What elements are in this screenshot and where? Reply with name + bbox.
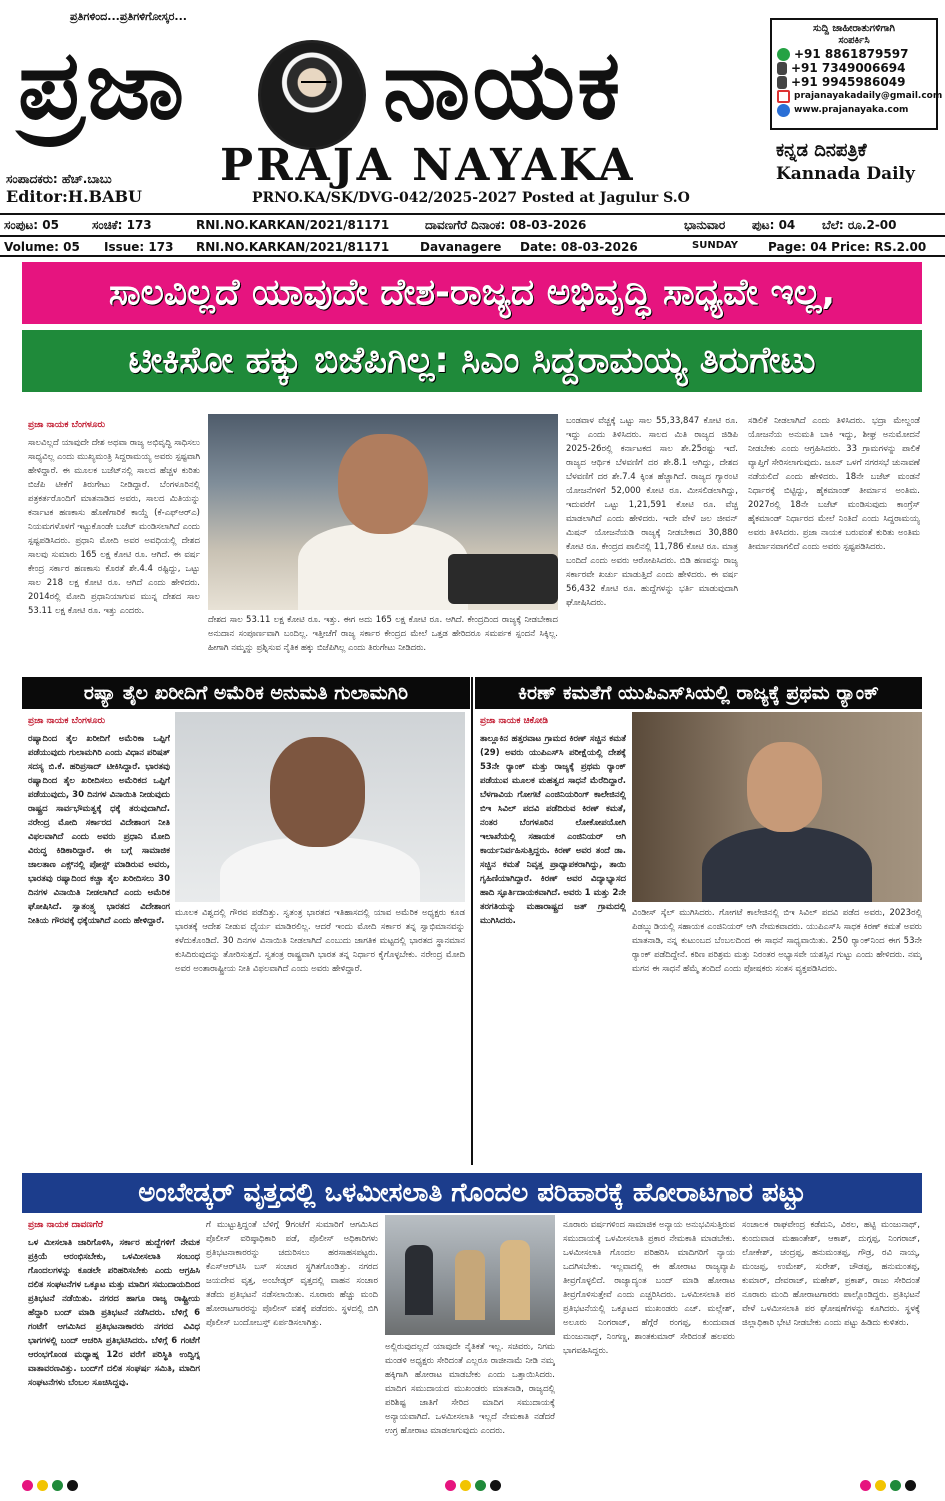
story2-bottom-column: ಮೂಲಕ ವಿಶ್ವದಲ್ಲಿ ಗೌರವ ಪಡೆದಿತ್ತು. ಸ್ವತಂತ್ರ ಭಾರತದ ಇತಿಹಾಸದಲ್ಲಿ ಯಾವ ಅಮೆರಿಕ ಅಧ್ಯಕ್ಷರು ಕೂಡ ಭಾರತಕ್ಕೆ ಆದೇಶ ನೀಡುವ ಧೈರ್ಯ ಮಾಡಿರಲಿಲ್ಲ. ಆದರೆ ಇಂದು ಮೋದಿ ಸರ್ಕಾರ ತನ್ನ ಸ್ವಾಭಿಮಾನವನ್ನು ಕಳೆದುಕೊಂಡಿದೆ. 30 ದಿನಗಳ ವಿನಾಯಿತಿ ನೀಡಲಾಗಿದೆ ಎಂಬುದು ಜಾಗತಿಕ ಮಟ್ಟದಲ್ಲಿ ಭಾರತದ ಸ್ಥಾನಮಾನ ಕುಸಿದಿರುವುದನ್ನು ತೋರಿಸುತ್ತದೆ. ಸ್ವತಂತ್ರ ರಾಷ್ಟ್ರವಾಗಿ ಭಾರತ ತನ್ನ ನಿರ್ಧಾರ ಕೈಗೊಳ್ಳಬೇಕು. ನರೇಂದ್ರ ಮೋದಿ ಅವರ ಅಂತಾರಾಷ್ಟ್ರೀಯ ನೀತಿ ವಿಫಲವಾಗಿದೆ ಎಂದು ಅವರು ಹೇಳಿದ್ದಾರೆ. xyxy=(175,908,465,974)
story4-under-photo: ಅಲ್ಲಿರುವುದಲ್ಲದೆ ಯಾವುದೇ ನೈತಿಕತೆ ಇಲ್ಲ. ಸಚಿವರು, ನಿಗಮ ಮಂಡಳಿ ಅಧ್ಯಕ್ಷರು ಸೇರಿದಂತೆ ಎಲ್ಲರೂ ರಾಜೀನಾಮೆ ನೀಡಿ ನಮ್ಮ ಹಕ್ಕಿಗಾಗಿ ಹೋರಾಟ ಮಾಡಬೇಕು ಎಂದು ಒತ್ತಾಯಿಸಿದರು. ಮಾದಿಗ ಸಮುದಾಯದ ಮುಖಂಡರು ಮಾತನಾಡಿ, ರಾಜ್ಯದಲ್ಲಿ ಪರಿಶಿಷ್ಟ ಜಾತಿಗೆ ಸೇರಿದ ಮಾದಿಗ ಸಮುದಾಯಕ್ಕೆ ಅನ್ಯಾಯವಾಗಿದೆ. ಒಳಮೀಸಲಾತಿ ಇಲ್ಲದೆ ನೇಮಕಾತಿ ನಡೆದರೆ ಉಗ್ರ ಹೋರಾಟ ಮಾಡಲಾಗುವುದು ಎಂದರು. xyxy=(385,1342,555,1436)
contact-email[interactable]: prajanayakadaily@gmail.com xyxy=(777,89,931,103)
footer-color-dots-left xyxy=(22,1480,78,1491)
daily-label-kannada: ಕನ್ನಡ ದಿನಪತ್ರಿಕೆ xyxy=(776,140,867,161)
title-kannada-right: ನಾಯಕ xyxy=(383,28,623,141)
globe-icon xyxy=(777,104,790,117)
issue-info-english: Volume: 05 Issue: 173 RNI.NO.KARKAN/2021/81171 Davanagere Date: 08-03-2026 SUNDAY Page: 04 Price: RS.2.00 xyxy=(0,235,945,257)
story1-under-photo: ದೇಶದ ಸಾಲ 53.11 ಲಕ್ಷ ಕೋಟಿ ರೂ. ಇತ್ತು. ಈಗ ಅದು 165 ಲಕ್ಷ ಕೋಟಿ ರೂ. ಆಗಿದೆ. ಕೇಂದ್ರದಿಂದ ರಾಜ್ಯಕ್ಕೆ ನೀಡಬೇಕಾದ ಅನುದಾನ ಸಂಪೂರ್ಣವಾಗಿ ಬಂದಿಲ್ಲ. ಇತ್ತೀಚೆಗೆ ರಾಜ್ಯ ಸರ್ಕಾರ ಕೇಂದ್ರದ ಮೇಲೆ ಒತ್ತಡ ಹೇರಿದರೂ ಸಮರ್ಪಕ ಸ್ಪಂದನೆ ಸಿಕ್ಕಿಲ್ಲ. ಹೀಗಾಗಿ ನಮ್ಮನ್ನು ಪ್ರಶ್ನಿಸುವ ನೈತಿಕ ಹಕ್ಕು ಬಿಜೆಪಿಗಿಲ್ಲ ಎಂದು ತಿರುಗೇಟು ನೀಡಿದರು. xyxy=(208,615,558,653)
story1-byline: ಪ್ರಜಾ ನಾಯಕ ಬೆಂಗಳೂರು xyxy=(28,420,106,430)
story1-left-column xyxy=(28,418,200,670)
title-kannada-left: ಪ್ರಜಾ xyxy=(18,28,187,141)
footer-color-dots-center xyxy=(445,1480,501,1491)
tagline: ಪ್ರತಿಗಳಿಂದ...ಪ್ರತಿಗಳಿಗೋಸ್ಕರ... xyxy=(70,10,187,23)
story3-right-column: ವಿಂಡೀಸ್ ಸ್ಕೆಲ್ ಮುಗಿಸಿದರು. ಗೋಗಟೆ ಕಾಲೇಜಿನಲ್ಲಿ ಬಿಇ ಸಿವಿಲ್ ಪದವಿ ಪಡೆದ ಅವರು, 2023ರಲ್ಲಿ ಪಿಡಬ್ಲ್ಯುಡಿಯಲ್ಲಿ ಸಹಾಯಕ ಎಂಜಿನಿಯರ್ ಆಗಿ ನೇಮಕವಾದರು. ಯುಪಿಎಸ್‌ಸಿ ಸಾಧಕ ಕಿರಣ್ ಕಮತೆ ಅವರು ಮಾತನಾಡಿ, ನನ್ನ ಕುಟುಂಬದ ಬೆಂಬಲದಿಂದ ಈ ಸಾಧನೆ ಸಾಧ್ಯವಾಯಿತು. 250 ರ‍್ಯಾಂಕ್‌ನಿಂದ ಈಗ 53ನೇ ರ‍್ಯಾಂಕ್ ಪಡೆದಿದ್ದೇನೆ. ಕಠಿಣ ಪರಿಶ್ರಮ ಮತ್ತು ನಿರಂತರ ಅಭ್ಯಾಸವೇ ಯಶಸ್ಸಿನ ಗುಟ್ಟು ಎಂದು ಹೇಳಿದರು. ನಮ್ಮ ಮಗನ ಈ ಸಾಧನೆ ಹೆಮ್ಮೆ ತಂದಿದೆ ಎಂದು ಪೋಷಕರು ಸಂತಸ ವ್ಯಕ್ತಪಡಿಸಿದರು. xyxy=(632,908,922,974)
contact-phone-2[interactable]: +91 7349006694 xyxy=(777,61,931,75)
headline-line-1: ಸಾಲವಿಲ್ಲದೆ ಯಾವುದೇ ದೇಶ-ರಾಜ್ಯದ ಅಭಿವೃದ್ಧಿ ಸಾಧ್ಯವೇ ಇಲ್ಲ, xyxy=(22,262,922,324)
postal-registration: PRNO.KA/SK/DVG-042/2025-2027 Posted at Jagulur S.O xyxy=(252,190,690,206)
story2-text: ರಷ್ಯಾದಿಂದ ತೈಲ ಖರೀದಿಗೆ ಅಮೆರಿಕಾ ಒಪ್ಪಿಗೆ ಪಡೆಯುವುದು ಗುಲಾಮಗಿರಿ ಎಂದು ವಿಧಾನ ಪರಿಷತ್ ಸದಸ್ಯ ಬಿ.ಕೆ. ಹರಿಪ್ರಸಾದ್ ಟೀಕಿಸಿದ್ದಾರೆ. ಭಾರತವು ರಷ್ಯಾದಿಂದ ತೈಲ ಖರೀದಿಸಲು ಅಮೆರಿಕದ ಒಪ್ಪಿಗೆ ಪಡೆಯುವುದು, 30 ದಿನಗಳ ವಿನಾಯಿತಿ ನೀಡುವುದು ರಾಷ್ಟ್ರದ ಸಾರ್ವಭೌಮತ್ವಕ್ಕೆ ಧಕ್ಕೆ ತರುವುದಾಗಿದೆ. ನರೇಂದ್ರ ಮೋದಿ ಸರ್ಕಾರದ ವಿದೇಶಾಂಗ ನೀತಿ ವಿಫಲವಾಗಿದೆ ಎಂದು ಅವರು ಪ್ರಧಾನಿ ಮೋದಿ ವಿರುದ್ಧ ಕಿಡಿಕಾರಿದ್ದಾರೆ. ಈ ಬಗ್ಗೆ ಸಾಮಾಜಿಕ ಜಾಲತಾಣ ಎಕ್ಸ್‌ನಲ್ಲಿ ಪೋಸ್ಟ್ ಮಾಡಿರುವ ಅವರು, ಭಾರತವು ರಷ್ಯಾದಿಂದ ಕಚ್ಚಾ ತೈಲ ಖರೀದಿಸಲು 30 ದಿನಗಳ ವಿನಾಯಿತಿ ನೀಡಲಾಗಿದೆ ಎಂದು ಅಮೆರಿಕ ಘೋಷಿಸಿದೆ. ಸ್ವಾತಂತ್ರ್ಯ ಭಾರತದ ವಿದೇಶಾಂಗ ನೀತಿಯ ಗೌರವಕ್ಕೆ ಧಕ್ಕೆಯಾಗಿದೆ ಎಂದು ಹೇಳಿದ್ದಾರೆ. xyxy=(28,734,170,926)
contact-website[interactable]: www.prajanayaka.com xyxy=(777,103,931,117)
footer-color-dots-right xyxy=(860,1480,916,1491)
whatsapp-icon xyxy=(777,48,790,61)
story3-title: ಕಿರಣ್ ಕಮತೆಗೆ ಯುಪಿಎಸ್‌ಸಿಯಲ್ಲಿ ರಾಜ್ಯಕ್ಕೆ ಪ್ರಥಮ ರ‍್ಯಾಂಕ್ xyxy=(475,677,922,709)
daily-label-english: Kannada Daily xyxy=(776,164,915,184)
masthead xyxy=(0,0,945,206)
headline-line-2: ಟೀಕಿಸೋ ಹಕ್ಕು ಬಿಜೆಪಿಗಿಲ್ಲ: ಸಿಎಂ ಸಿದ್ದರಾಮಯ್ಯ ತಿರುಗೇಟು xyxy=(22,330,922,392)
title-english: PRAJA NAYAKA xyxy=(220,140,636,191)
story4-column-2: ಗೆ ಮುಟ್ಟುತ್ತಿದ್ದಂತೆ ಬೆಳಿಗ್ಗೆ 9ಗಂಟೆಗೆ ಸುಮಾರಿಗೆ ಆಗಮಿಸಿದ ಪೊಲೀಸ್ ವರಿಷ್ಠಾಧಿಕಾರಿ ಪಡೆ, ಪೊಲೀಸ್ ಅಧಿಕಾರಿಗಳು ಪ್ರತಿಭಟನಾಕಾರರನ್ನು ಚದುರಿಸಲು ಹರಸಾಹಸಪಟ್ಟರು. ಕೆಎಸ್‌ಆರ್‌ಟಿಸಿ ಬಸ್ ಸಂಚಾರ ಸ್ಥಗಿತಗೊಂಡಿತ್ತು. ನಗರದ ಜಯದೇವ ವೃತ್ತ, ಅಂಬೇಡ್ಕರ್ ವೃತ್ತದಲ್ಲಿ ವಾಹನ ಸಂಚಾರ ತಡೆದು ಪ್ರತಿಭಟನೆ ನಡೆಸಲಾಯಿತು. ನೂರಾರು ಹೆಚ್ಚು ಮಂದಿ ಹೋರಾಟಗಾರರನ್ನು ಪೊಲೀಸ್ ವಶಕ್ಕೆ ಪಡೆದರು. ಸ್ಥಳದಲ್ಲಿ ಬಿಗಿ ಪೊಲೀಸ್ ಬಂದೋಬಸ್ತ್ ಏರ್ಪಡಿಸಲಾಗಿತ್ತು. xyxy=(206,1220,378,1328)
story4-column-1 xyxy=(28,1218,200,1474)
contact-phone-3[interactable]: +91 9945986049 xyxy=(777,75,931,89)
story3-text: ತಾಲ್ಲೂಕಿನ ಹತ್ತರವಾಟ ಗ್ರಾಮದ ಕಿರಣ್ ಸಚ್ಚಿನ ಕಮತೆ (29) ಅವರು ಯುಪಿಎಸ್‌ಸಿ ಪರೀಕ್ಷೆಯಲ್ಲಿ ದೇಶಕ್ಕೆ 53ನೇ ರ‍್ಯಾಂಕ್ ಮತ್ತು ರಾಜ್ಯಕ್ಕೆ ಪ್ರಥಮ ರ‍್ಯಾಂಕ್ ಪಡೆಯುವ ಮೂಲಕ ಮಹತ್ವದ ಸಾಧನೆ ಮೆರೆದಿದ್ದಾರೆ. ಬೆಳಗಾವಿಯ ಗೋಗಟೆ ಎಂಜಿನಿಯರಿಂಗ್ ಕಾಲೇಜಿನಲ್ಲಿ ಬಿಇ ಸಿವಿಲ್ ಪದವಿ ಪಡೆದಿರುವ ಕಿರಣ್ ಕಮತೆ, ನಂತರ ಬೆಂಗಳೂರಿನ ಲೋಕೋಪಯೋಗಿ ಇಲಾಖೆಯಲ್ಲಿ ಸಹಾಯಕ ಎಂಜಿನಿಯರ್ ಆಗಿ ಕಾರ್ಯನಿರ್ವಹಿಸುತ್ತಿದ್ದರು. ಕಿರಣ್ ಅವರ ತಂದೆ ಡಾ. ಸಚ್ಚಿನ ಕಮತೆ ನಿವೃತ್ತ ಪ್ರಾಧ್ಯಾಪಕರಾಗಿದ್ದು, ತಾಯಿ ಗೃಹಿಣಿಯಾಗಿದ್ದಾರೆ. ಕಿರಣ್ ಅವರ ವಿದ್ಯಾಭ್ಯಾಸದ ಹಾದಿ ಸ್ಫೂರ್ತಿದಾಯಕವಾಗಿದೆ. ಅವರು 1 ಮತ್ತು 2ನೇ ತರಗತಿಯನ್ನು ಮಹಾರಾಷ್ಟ್ರದ ಜತ್ ಗ್ರಾಮದಲ್ಲಿ ಮುಗಿಸಿದರು. xyxy=(480,734,626,926)
story1-text: ಸಾಲವಿಲ್ಲದೆ ಯಾವುದೇ ದೇಶ ಅಥವಾ ರಾಜ್ಯ ಅಭಿವೃದ್ಧಿ ಸಾಧಿಸಲು ಸಾಧ್ಯವಿಲ್ಲ ಎಂದು ಮುಖ್ಯಮಂತ್ರಿ ಸಿದ್ದರಾಮಯ್ಯ ಅವರು ಸ್ಪಷ್ಟವಾಗಿ ಹೇಳಿದ್ದಾರೆ. ಈ ಮೂಲಕ ಬಜೆಟ್‌ನಲ್ಲಿ ಸಾಲದ ಹೆಚ್ಚಳ ಕುರಿತು ಬಿಜೆಪಿ ಟೀಕೆಗೆ ತಿರುಗೇಟು ನೀಡಿದ್ದಾರೆ. ಬೆಂಗಳೂರಿನಲ್ಲಿ ಪತ್ರಕರ್ತರೊಂದಿಗೆ ಮಾತನಾಡಿದ ಅವರು, ಸಾಲದ ಮಿತಿಯನ್ನು ಕರ್ನಾಟಕ ಹಣಕಾಸು ಹೊಣೆಗಾರಿಕೆ ಕಾಯ್ದೆ (ಕೆ-ಎಫ್‌ಆರ್‌ಎ) ನಿಯಮಗಳೊಳಗೆ ಇಟ್ಟುಕೊಂಡೇ ಬಜೆಟ್ ಮಂಡಿಸಲಾಗಿದೆ ಎಂದು ಸ್ಪಷ್ಟಪಡಿಸಿದರು. ಪ್ರಧಾನಿ ಮೋದಿ ಅವರ ಅವಧಿಯಲ್ಲಿ ದೇಶದ ಸಾಲವು ಸುಮಾರು 165 ಲಕ್ಷ ಕೋಟಿ ರೂ. ಆಗಿದೆ. ಈ ವರ್ಷ ಕೇಂದ್ರ ಸರ್ಕಾರ ಹಣಕಾಸು ಕೊರತೆ ಶೇ.4.4 ರಷ್ಟಿದ್ದು, ಒಟ್ಟು ಸಾಲ 218 ಲಕ್ಷ ಕೋಟಿ ರೂ. ಆಗಿದೆ ಎಂದು ಹೇಳಿದರು. 2014ರಲ್ಲಿ ಮೋದಿ ಪ್ರಧಾನಿಯಾಗುವ ಮುನ್ನ ದೇಶದ ಸಾಲ 53.11 ಲಕ್ಷ ಕೋಟಿ ರೂ. ಇತ್ತು ಎಂದರು. xyxy=(28,438,200,616)
editor-english: Editor:H.BABU xyxy=(6,187,142,206)
story1-column-3: ಬಂಡವಾಳ ವೆಚ್ಚಕ್ಕೆ ಒಟ್ಟು ಸಾಲ 55,33,847 ಕೋಟಿ ರೂ. ಇದ್ದು ಎಂದು ತಿಳಿಸಿದರು. ಸಾಲದ ಮಿತಿ ರಾಜ್ಯದ ಜಿಡಿಪಿ 2025-26ರಲ್ಲಿ ಕರ್ನಾಟಕದ ಸಾಲ ಶೇ.25ರಷ್ಟು ಇದೆ. ರಾಜ್ಯದ ಆರ್ಥಿಕ ಬೆಳವಣಿಗೆ ದರ ಶೇ.8.1 ಆಗಿದ್ದು, ದೇಶದ ಬೆಳವಣಿಗೆ ದರ ಶೇ.7.4 ಕ್ಕಿಂತ ಹೆಚ್ಚಾಗಿದೆ. ರಾಜ್ಯದ ಗ್ಯಾರಂಟಿ ಯೋಜನೆಗಳಿಗೆ 52,000 ಕೋಟಿ ರೂ. ಮೀಸಲಿಡಲಾಗಿದ್ದು, ಇದುವರೆಗೆ ಒಟ್ಟು 1,21,591 ಕೋಟಿ ರೂ. ವೆಚ್ಚ ಮಾಡಲಾಗಿದೆ ಎಂದು ಹೇಳಿದರು. ಇದೇ ವೇಳೆ ಜಲ ಜೀವನ್ ಮಿಷನ್ ಯೋಜನೆಯಡಿ ರಾಜ್ಯಕ್ಕೆ ನೀಡಬೇಕಾದ 30,880 ಕೋಟಿ ರೂ. ಕೇಂದ್ರದ ಪಾಲಿನಲ್ಲಿ 11,786 ಕೋಟಿ ರೂ. ಮಾತ್ರ ಬಂದಿದೆ ಎಂದು ಅವರು ಆರೋಪಿಸಿದರು. ಬಿಡಿ ಹಣವನ್ನು ರಾಜ್ಯ ಸರ್ಕಾರವೇ ಖರ್ಚು ಮಾಡುತ್ತಿದೆ ಎಂದು ಹೇಳಿದರು. ಈ ವರ್ಷ 56,432 ಕೋಟಿ ರೂ. ಹುದ್ದೆಗಳನ್ನು ಭರ್ತಿ ಮಾಡುವುದಾಗಿ ಘೋಷಿಸಿದರು. xyxy=(566,416,738,608)
story2-left-column xyxy=(28,714,170,1164)
gmail-icon xyxy=(777,90,790,103)
story1-column-4: ಸಡಿಲಿಕೆ ನೀಡಲಾಗಿದೆ ಎಂದು ತಿಳಿಸಿದರು. ಭದ್ರಾ ಮೇಲ್ದಂಡೆ ಯೋಜನೆಯ ಅನುಮತಿ ಬಾಕಿ ಇದ್ದು, ಶೀಘ್ರ ಅನುಮೋದನೆ ನೀಡಬೇಕು ಎಂದು ಆಗ್ರಹಿಸಿದರು. 33 ಗ್ರಾಮಗಳನ್ನು ಪಾಲಿಕೆ ವ್ಯಾಪ್ತಿಗೆ ಸೇರಿಸಲಾಗುವುದು. ಜೂನ್ ಒಳಗೆ ನಗರಸಭೆ ಚುನಾವಣೆ ನಡೆಯಲಿದೆ ಎಂದು ಹೇಳಿದರು. 18ನೇ ಬಜೆಟ್ ಮಂಡನೆ ನಿರ್ಧಾರಕ್ಕೆ ಬಿಟ್ಟಿದ್ದು, ಹೈಕಮಾಂಡ್ ತೀರ್ಮಾನ ಅಂತಿಮ. 2027ರಲ್ಲಿ 18ನೇ ಬಜೆಟ್ ಮಂಡಿಸುವುದು ಕಾಂಗ್ರೆಸ್ ಹೈಕಮಾಂಡ್ ನಿರ್ಧಾರದ ಮೇಲೆ ನಿಂತಿದೆ ಎಂದು ಸಿದ್ದರಾಮಯ್ಯ ಅವರು ತಿಳಿಸಿದರು. ಪ್ರಜಾ ನಾಯಕ ಬರುವಂತೆ ಕುರಿತು ಅಂತಿಮ ತೀರ್ಮಾನವಾಗಲಿದೆ ಎಂದು ಅವರು ಸ್ಪಷ್ಟಪಡಿಸಿದರು. xyxy=(748,416,920,552)
story4-text: ಒಳ ಮೀಸಲಾತಿ ಜಾರಿಗೊಳಿಸಿ, ಸರ್ಕಾರ ಹುದ್ದೆಗಳಿಗೆ ನೇಮಕ ಪ್ರಕ್ರಿಯೆ ಆರಂಭಿಸಬೇಕು, ಒಳಮೀಸಲಾತಿ ಸಂಬಂಧ ಗೊಂದಲಗಳನ್ನು ಕೂಡಲೇ ಪರಿಹರಿಸಬೇಕು ಎಂದು ಆಗ್ರಹಿಸಿ ದಲಿತ ಸಂಘಟನೆಗಳ ಒಕ್ಕೂಟ ಮತ್ತು ಮಾದಿಗ ಸಮುದಾಯದಿಂದ ಪ್ರತಿಭಟನೆ ನಡೆಯಿತು. ನಗರದ ಹಾಗೂ ರಾಜ್ಯ ರಾಷ್ಟ್ರೀಯ ಹೆದ್ದಾರಿ ಬಂದ್ ಮಾಡಿ ಪ್ರತಿಭಟನೆ ನಡೆಸಿದರು. ಬೆಳಿಗ್ಗೆ 6 ಗಂಟೆಗೆ ಆಗಮಿಸಿದ ಪ್ರತಿಭಟನಾಕಾರರು ನಗರದ ವಿವಿಧ ಭಾಗಗಳಲ್ಲಿ ಬಂದ್ ಆಚರಿಸಿ ಪ್ರತಿಭಟಿಸಿದರು. ಬೆಳಿಗ್ಗೆ 6 ಗಂಟೆಗೆ ಆರಂಭಗೊಂಡ ಮಧ್ಯಾಹ್ನ 12ರ ವರೆಗೆ ಪರಿಸ್ಥಿತಿ ಉದ್ವಿಗ್ನ ವಾತಾವರಣವಿತ್ತು. ಬಂದ್‌ಗೆ ದಲಿತ ಸಂಘರ್ಷ ಸಮಿತಿ, ಮಾದಿಗ ಸಂಘಟನೆಗಳು ಬೆಂಬಲ ಸೂಚಿಸಿದ್ದವು. xyxy=(28,1238,200,1388)
cm-siddaramaiah-photo xyxy=(208,414,558,610)
column-divider xyxy=(471,677,473,1165)
story2-byline: ಪ್ರಜಾ ನಾಯಕ ಬೆಂಗಳೂರು xyxy=(28,716,106,726)
hariprasad-photo xyxy=(175,712,465,902)
story4-column-4: ನೂರಾರು ವರ್ಷಗಳಿಂದ ಸಾಮಾಜಿಕ ಅನ್ಯಾಯ ಅನುಭವಿಸುತ್ತಿರುವ ಸಮುದಾಯಕ್ಕೆ ಒಳಮೀಸಲಾತಿ ಪ್ರಕಾರ ನೇಮಕಾತಿ ಮಾಡಬೇಕು. ಒಳಮೀಸಲಾತಿ ಗೊಂದಲ ಪರಿಹರಿಸಿ ಮಾದಿಗರಿಗೆ ನ್ಯಾಯ ಒದಗಿಸಬೇಕು. ಇಲ್ಲವಾದಲ್ಲಿ ಈ ಹೋರಾಟ ರಾಜ್ಯವ್ಯಾಪಿ ತೀವ್ರಗೊಳ್ಳಲಿದೆ. ರಾಜ್ಯಾದ್ಯಂತ ಬಂದ್ ಮಾಡಿ ಹೋರಾಟ ತೀವ್ರಗೊಳಿಸುತ್ತೇವೆ ಎಂದು ಎಚ್ಚರಿಸಿದರು. ಒಳಮೀಸಲಾತಿ ಪರ ಪ್ರತಿಭಟನೆಯಲ್ಲಿ ಒಕ್ಕೂಟದ ಮುಖಂಡರು ಎಚ್. ಮಲ್ಲೇಶ್, ಅಲೂರು ನಿಂಗರಾಜ್, ಹೆಗ್ಗೆರೆ ರಂಗಪ್ಪ, ಕುಂದುವಾಡ ಮಂಜುನಾಥ್, ನಿಂಗಣ್ಣ, ಶಾಂತಕುಮಾರ್ ಸೇರಿದಂತೆ ಹಲವರು ಭಾಗವಹಿಸಿದ್ದರು. xyxy=(563,1220,735,1356)
story4-column-5: ಸಂಚಾಲಕ ರಾಘವೇಂದ್ರ ಕಡೆಮನಿ, ವಿಠಲ, ಹಟ್ಟಿ ಮಂಜುನಾಥ್, ಕುಂದುವಾಡ ಮಹಾಂತೇಶ್, ಆಕಾಶ್, ದುಗ್ಗಪ್ಪ, ನಿಂಗರಾಜ್, ಲೋಕೇಶ್, ಚಂದ್ರಪ್ಪ, ಹನುಮಂತಪ್ಪ, ಗೌಡ್ರ, ರವಿ ನಾಯ್ಕ, ಮಂಜಪ್ಪ, ಉಮೇಶ್, ಸುರೇಶ್, ಚೌಡಪ್ಪ, ಹನುಮಂತಪ್ಪ, ಕುಮಾರ್, ದೇವರಾಜ್, ಮಹೇಶ್, ಪ್ರಕಾಶ್, ರಾಜು ಸೇರಿದಂತೆ ನೂರಾರು ಮಂದಿ ಹೋರಾಟಗಾರರು ಪಾಲ್ಗೊಂಡಿದ್ದರು. ಪ್ರತಿಭಟನೆ ವೇಳೆ ಒಳಮೀಸಲಾತಿ ಪರ ಘೋಷಣೆಗಳನ್ನು ಕೂಗಿದರು. ಸ್ಥಳಕ್ಕೆ ಜಿಲ್ಲಾಧಿಕಾರಿ ಭೇಟಿ ನೀಡಬೇಕು ಎಂದು ಪಟ್ಟು ಹಿಡಿದು ಕುಳಿತರು. xyxy=(742,1220,920,1328)
contact-heading: ಸುದ್ದಿ ಜಾಹೀರಾತುಗಳಿಗಾಗಿ ಸಂಪರ್ಕಿಸಿ xyxy=(813,23,895,46)
phone-icon xyxy=(777,62,787,75)
editor-kannada: ಸಂಪಾದಕರು: ಹೆಚ್.ಬಾಬು xyxy=(6,172,112,186)
phone-icon xyxy=(777,76,787,89)
contact-phone-1[interactable]: +91 8861879597 xyxy=(777,47,931,61)
contact-box xyxy=(770,18,943,130)
story3-byline: ಪ್ರಜಾ ನಾಯಕ ಚಿಕೋಡಿ xyxy=(480,716,548,726)
story2-title: ರಷ್ಯಾ ತೈಲ ಖರೀದಿಗೆ ಅಮೆರಿಕ ಅನುಮತಿ ಗುಲಾಮಗಿರಿ xyxy=(22,677,470,709)
portrait-photo xyxy=(258,40,366,150)
protest-photo xyxy=(385,1215,555,1335)
story4-title: ಅಂಬೇಡ್ಕರ್ ವೃತ್ತದಲ್ಲಿ ಒಳಮೀಸಲಾತಿ ಗೊಂದಲ ಪರಿಹಾರಕ್ಕೆ ಹೋರಾಟಗಾರ ಪಟ್ಟು xyxy=(22,1173,922,1213)
issue-info-kannada: ಸಂಪುಟ: 05 ಸಂಚಿಕೆ: 173 RNI.NO.KARKAN/2021/81171 ದಾವಣಗೆರೆ ದಿನಾಂಕ: 08-03-2026 ಭಾನುವಾರ ಪುಟ: 04 ಬೆಲೆ: ರೂ.2-00 xyxy=(0,213,945,235)
story4-byline: ಪ್ರಜಾ ನಾಯಕ ದಾವಣಗೆರೆ xyxy=(28,1220,104,1230)
kiran-kamate-photo xyxy=(632,712,922,902)
story3-left-column xyxy=(480,714,626,1164)
